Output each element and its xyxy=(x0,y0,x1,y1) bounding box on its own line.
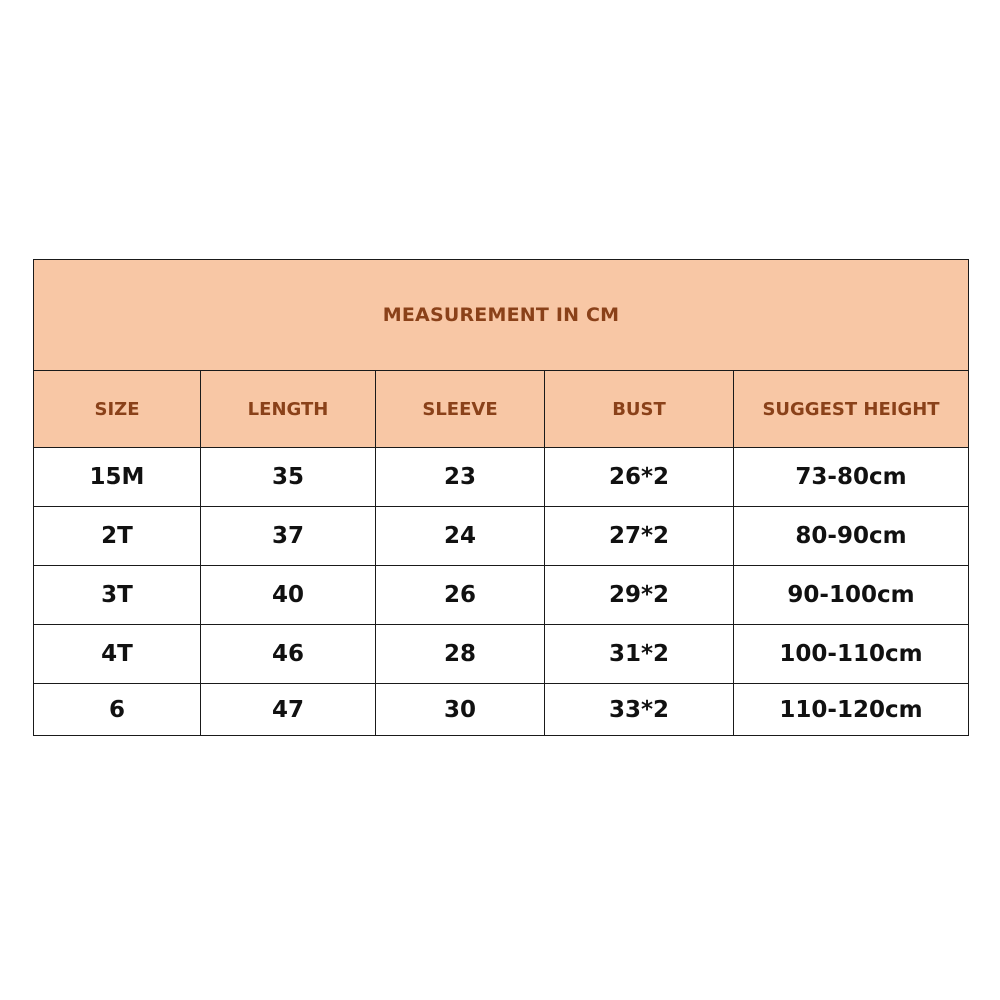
cell-suggest-height: 80-90cm xyxy=(734,507,969,566)
cell-suggest-height: 110-120cm xyxy=(734,684,969,736)
cell-suggest-height: 100-110cm xyxy=(734,625,969,684)
cell-length: 46 xyxy=(201,625,376,684)
cell-sleeve: 23 xyxy=(376,448,545,507)
cell-length: 37 xyxy=(201,507,376,566)
cell-size: 2T xyxy=(34,507,201,566)
cell-bust: 26*2 xyxy=(545,448,734,507)
cell-sleeve: 26 xyxy=(376,566,545,625)
cell-suggest-height: 73-80cm xyxy=(734,448,969,507)
column-header-size: SIZE xyxy=(34,371,201,448)
cell-bust: 27*2 xyxy=(545,507,734,566)
cell-size: 4T xyxy=(34,625,201,684)
cell-length: 40 xyxy=(201,566,376,625)
cell-length: 47 xyxy=(201,684,376,736)
table-row xyxy=(34,625,969,684)
cell-size: 6 xyxy=(34,684,201,736)
cell-size: 3T xyxy=(34,566,201,625)
cell-sleeve: 24 xyxy=(376,507,545,566)
cell-length: 35 xyxy=(201,448,376,507)
column-header-sleeve: SLEEVE xyxy=(376,371,545,448)
table-row xyxy=(34,684,969,736)
cell-bust: 33*2 xyxy=(545,684,734,736)
cell-size: 15M xyxy=(34,448,201,507)
cell-bust: 29*2 xyxy=(545,566,734,625)
cell-sleeve: 28 xyxy=(376,625,545,684)
cell-suggest-height: 90-100cm xyxy=(734,566,969,625)
column-header-suggest-height: SUGGEST HEIGHT xyxy=(734,371,969,448)
table-row xyxy=(34,566,969,625)
table-row xyxy=(34,507,969,566)
cell-sleeve: 30 xyxy=(376,684,545,736)
size-chart-table xyxy=(33,259,969,736)
title-row xyxy=(34,260,969,371)
column-header-bust: BUST xyxy=(545,371,734,448)
cell-bust: 31*2 xyxy=(545,625,734,684)
table-row xyxy=(34,448,969,507)
header-row xyxy=(34,371,969,448)
column-header-length: LENGTH xyxy=(201,371,376,448)
table-title: MEASUREMENT IN CM xyxy=(34,260,969,371)
